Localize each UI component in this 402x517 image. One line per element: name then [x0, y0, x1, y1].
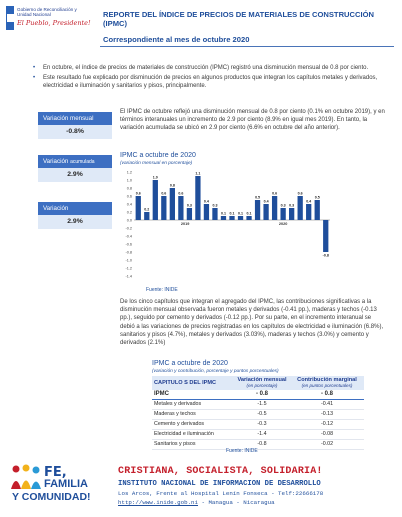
cell-name: Electricidad e iluminación	[152, 430, 234, 440]
y-tick-label: -1.4	[125, 274, 132, 279]
family-figures-icon	[8, 463, 44, 493]
table-row	[152, 400, 364, 410]
data-label: 0.1	[238, 211, 244, 216]
data-label: 0.3	[289, 203, 295, 208]
government-name: Gobierno de Reconciliación y Unidad Nacional	[17, 7, 77, 18]
data-label: 0.8	[169, 183, 175, 188]
table-source: Fuente: INIDE	[226, 448, 258, 454]
y-tick-label: 0.0	[126, 218, 132, 223]
bar	[246, 216, 251, 220]
data-label: 0.1	[246, 211, 252, 216]
table-row	[152, 410, 364, 420]
data-label: 0.6	[272, 191, 278, 196]
data-label: 0.6	[178, 191, 184, 196]
data-label: 0.1	[220, 211, 226, 216]
cell-contribution: -0.02	[290, 440, 364, 450]
cell-name: Cemento y derivados	[152, 420, 234, 430]
y-tick-label: 0.8	[126, 186, 132, 191]
chart-title: IPMC a octubre de 2020	[120, 152, 196, 159]
bar	[315, 200, 320, 220]
y-tick-label: 1.0	[126, 178, 132, 183]
bar	[178, 196, 183, 220]
table-row	[152, 430, 364, 440]
header-monthly-variation: Variación mensual (en porcentaje)	[234, 376, 290, 390]
bar	[298, 196, 303, 220]
table-row	[152, 420, 364, 430]
cell-name: Maderas y techos	[152, 410, 234, 420]
header-chapters: CAPITULO S DEL IPMC	[152, 376, 234, 390]
cell-variation: -0.8	[234, 440, 290, 450]
bar	[221, 216, 226, 220]
bar	[136, 196, 141, 220]
y-tick-label: 0.2	[126, 210, 132, 215]
data-label: 0.2	[144, 207, 150, 212]
data-label: 0.3	[186, 203, 192, 208]
y-tick-label: -1.0	[125, 258, 132, 263]
cell-variation: -0.3	[234, 420, 290, 430]
cell-contribution: -0.08	[290, 430, 364, 440]
y-tick-label: -0.4	[125, 234, 132, 239]
data-label: 0.6	[161, 191, 167, 196]
government-slogan: El Pueblo, Presidente!	[17, 19, 91, 27]
cell-name: IPMC	[152, 390, 234, 400]
metric-label: Variación	[38, 202, 112, 215]
data-label: -0.8	[322, 253, 329, 258]
table-row	[152, 440, 364, 450]
report-subtitle: Correspondiente al mes de octubre 2020	[103, 35, 250, 44]
data-label: 1.0	[152, 175, 158, 180]
report-title: REPORTE DEL ÍNDICE DE PRECIOS DE MATERIALES DE CONSTRUCCIÓN (IPMC)	[103, 10, 375, 29]
metric-value: 2.9%	[38, 168, 112, 182]
data-label: 0.3	[212, 203, 218, 208]
table-subtitle: (variación y contribución, porcentaje y puntos porcentuales)	[152, 369, 279, 374]
footer-web	[118, 499, 275, 506]
cell-variation: -1.4	[234, 430, 290, 440]
bar	[280, 208, 285, 220]
bar	[263, 204, 268, 220]
bar	[272, 196, 277, 220]
y-tick-label: -0.6	[125, 242, 132, 247]
bar	[306, 204, 311, 220]
year-label: 2019	[180, 222, 190, 226]
bar	[144, 212, 149, 220]
metric-label: Variación acumulada	[38, 155, 112, 168]
data-label: 1.1	[195, 171, 201, 176]
metric-value: -0.8%	[38, 125, 112, 139]
chart-plot	[120, 168, 334, 282]
bar	[170, 188, 175, 220]
footer-institute: INSTITUTO NACIONAL DE INFORMACION DE DESARROLLO	[118, 480, 321, 488]
logo-text-fe: FE,	[44, 465, 67, 480]
footer-location: - Managua - Nicaragua	[198, 499, 275, 506]
data-label: 0.4	[306, 199, 312, 204]
bar	[153, 180, 158, 220]
ipmc-table	[152, 376, 364, 450]
header-marginal-contribution: Contribución marginal (en puntos porcentuales)	[290, 376, 364, 390]
flag-emblem-icon	[6, 6, 14, 30]
y-tick-label: -0.2	[125, 226, 132, 231]
bar	[161, 196, 166, 220]
bar	[238, 216, 243, 220]
cell-contribution: -0.41	[290, 400, 364, 410]
bullet-item: • En octubre, el índice de precios de materiales de construcción (IPMC) registró una disminución mensual de 0.8 por ciento.	[33, 64, 385, 72]
y-tick-label: 0.4	[126, 202, 132, 207]
data-label: 0.6	[135, 191, 141, 196]
data-label: 0.5	[255, 195, 261, 200]
paragraph-contributions: De los cinco capítulos que integran el agregado del IPMC, las contribuciones significativas a la disminución mensual observada fueron metales y derivados (-0.41 pp.), maderas y techos (-0.13 pp.), seguido por cemento y derivados (-0.12 pp.). Por su parte, en el incremento interanual se debió a las variaciones de precios registradas en los capítulos de electricidad e iluminación (6.8%), sanitarios y pisos (4.7%), metales y derivados (3.03%), maderas y techos (3.0%) y cemento y derivados (2.1%)	[120, 299, 384, 347]
bullet-item: • Este resultado fue explicado por disminución de precios en algunos productos que integran los capítulos metales y derivados, electricidad e iluminación y sanitarios y pisos, principalmente.	[33, 74, 385, 90]
website-link[interactable]: http://www.inide.gob.ni	[118, 499, 199, 506]
cell-name: Metales y derivados	[152, 400, 234, 410]
cell-variation: - 0.8	[234, 390, 290, 400]
data-label: 0.4	[263, 199, 269, 204]
data-label: 0.3	[280, 203, 286, 208]
summary-bullets	[33, 64, 385, 93]
cell-contribution: -0.12	[290, 420, 364, 430]
metric-value: 2.9%	[38, 215, 112, 229]
logo-text-comunidad: Y COMUNIDAD!	[12, 491, 91, 503]
bar	[187, 208, 192, 220]
metric-label: Variación mensual	[38, 112, 112, 125]
campaign-logo	[8, 463, 112, 511]
bar	[229, 216, 234, 220]
metric-cumulative	[38, 155, 112, 182]
y-tick-label: -1.2	[125, 266, 132, 271]
bar	[323, 220, 328, 252]
chart-source: Fuente: INIDE	[146, 287, 178, 293]
cell-variation: -1.5	[234, 400, 290, 410]
metric-interannual	[38, 202, 112, 229]
bar	[204, 204, 209, 220]
table-header-row	[152, 376, 364, 390]
government-logo	[6, 6, 91, 36]
year-label: 2020	[278, 222, 288, 226]
y-tick-label: -0.8	[125, 250, 132, 255]
data-label: 0.4	[203, 199, 209, 204]
ipmc-bar-chart	[120, 152, 334, 282]
y-tick-label: 1.2	[126, 170, 132, 175]
bar	[289, 208, 294, 220]
table-title: IPMC a octubre de 2020	[152, 360, 228, 367]
chart-subtitle: (variación mensual en porcentaje)	[120, 161, 193, 166]
bar	[212, 208, 217, 220]
logo-text-familia: FAMILIA	[44, 478, 88, 490]
footer-slogan: CRISTIANA, SOCIALISTA, SOLIDARIA!	[118, 466, 323, 477]
cell-contribution: - 0.8	[290, 390, 364, 400]
data-label: 0.6	[297, 191, 303, 196]
header-divider	[100, 46, 394, 47]
y-tick-label: 0.6	[126, 194, 132, 199]
bar	[195, 176, 200, 220]
paragraph-ipmc-summary: El IPMC de octubre reflejó una disminución mensual de 0.8 por ciento (0.1% en octubre 2019), y en términos interanuales un incremento de 2.9 por ciento (8.9% en igual mes 2019). En tanto, la variación acumulada se ubicó en 2.9 por ciento (6.6% en octubre del año anterior).	[120, 109, 385, 132]
data-label: 0.5	[314, 195, 320, 200]
cell-variation: -0.5	[234, 410, 290, 420]
footer-address: Los Arcos, Frente al Hospital Lenín Fonseca - Telf:22666178	[118, 490, 324, 497]
bar	[255, 200, 260, 220]
metric-monthly	[38, 112, 112, 139]
data-label: 0.1	[229, 211, 235, 216]
cell-contribution: -0.13	[290, 410, 364, 420]
cell-name: Sanitarios y pisos	[152, 440, 234, 450]
table-row-total	[152, 390, 364, 400]
